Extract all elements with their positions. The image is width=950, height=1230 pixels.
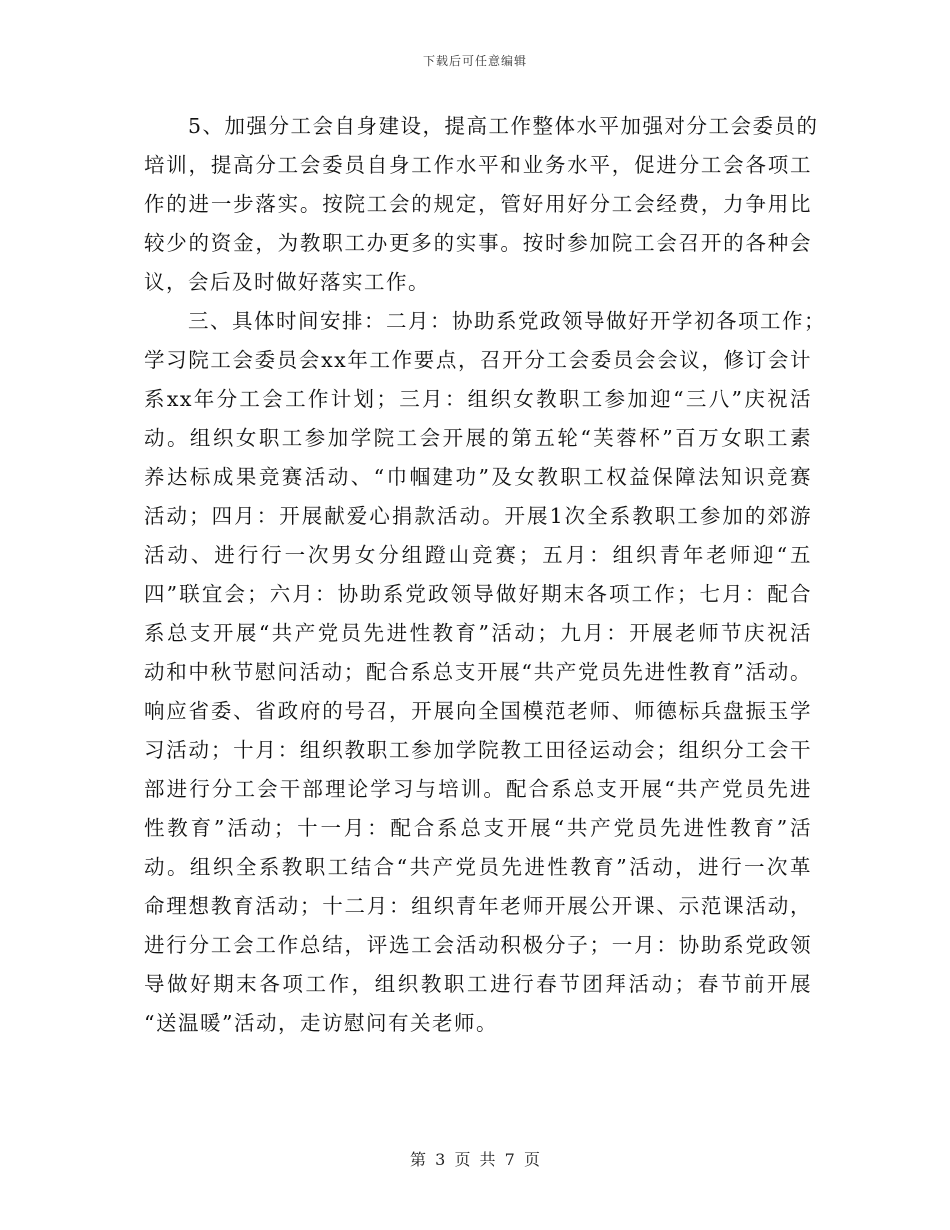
document-body [144, 107, 826, 1043]
text-line: 动和中秋节慰问活动；配合系总支开展“共产党员先进性教育”活动。 [144, 660, 812, 684]
text-line: 部进行分工会干部理论学习与培训。配合系总支开展“共产党员先进 [144, 777, 812, 801]
text-line: 四”联宜会；六月：协助系党政领导做好期末各项工作；七月：配合 [144, 582, 812, 606]
text-line: 培训，提高分工会委员自身工作水平和业务水平，促进分工会各项工 [144, 153, 812, 177]
paragraph-union-building [144, 107, 819, 302]
text-line: 养达标成果竞赛活动、“巾帼建功”及女教职工权益保障法知识竞赛 [144, 465, 812, 489]
text-line: 导做好期末各项工作，组织教职工进行春节团拜活动；春节前开展 [144, 972, 812, 996]
text-line: 5、加强分工会自身建设，提高工作整体水平加强对分工会委员的 [188, 114, 819, 138]
text-line: 动。组织女职工参加学院工会开展的第五轮“芙蓉杯”百万女职工素 [144, 426, 812, 450]
footer-page-word: 页 [454, 1150, 471, 1169]
text-line: 系总支开展“共产党员先进性教育”活动；九月：开展老师节庆祝活 [144, 621, 812, 645]
page-header: 下载后可任意编辑 [422, 54, 527, 68]
footer-total-word: 共 [479, 1150, 496, 1169]
text-line: 议，会后及时做好落实工作。 [144, 270, 430, 294]
current-page-number: 3 [435, 1150, 446, 1169]
footer-suffix: 页 [523, 1150, 540, 1169]
text-line: 三、具体时间安排：二月：协助系党政领导做好开学初各项工作； [188, 309, 826, 333]
text-line: 进行分工会工作总结，评选工会活动积极分子；一月：协助系党政领 [144, 933, 812, 957]
text-line: “送温暖”活动，走访慰问有关老师。 [144, 1011, 498, 1035]
text-line: 活动；四月：开展献爱心捐款活动。开展1次全系教职工参加的郊游 [144, 504, 812, 528]
text-line: 动。组织全系教职工结合“共产党员先进性教育”活动，进行一次革 [144, 855, 812, 879]
text-line: 活动、进行行一次男女分组蹬山竞赛；五月：组织青年老师迎“五 [144, 543, 812, 567]
text-line: 性教育”活动；十一月：配合系总支开展“共产党员先进性教育”活 [144, 816, 812, 840]
text-line: 系xx年分工会工作计划；三月：组织女教职工参加迎“三八”庆祝活 [144, 387, 812, 411]
text-line: 命理想教育活动；十二月：组织青年老师开展公开课、示范课活动， [144, 894, 812, 918]
text-line: 学习院工会委员会xx年工作要点，召开分工会委员会会议，修订会计 [144, 348, 812, 372]
text-line: 作的进一步落实。按院工会的规定，管好用好分工会经费，力争用比 [144, 192, 812, 216]
text-line: 习活动；十月：组织教职工参加学院教工田径运动会；组织分工会干 [144, 738, 812, 762]
paragraph-schedule [144, 302, 826, 1043]
total-page-count: 7 [504, 1150, 515, 1169]
text-line: 较少的资金，为教职工办更多的实事。按时参加院工会召开的各种会 [144, 231, 812, 255]
footer-prefix: 第 [410, 1150, 427, 1169]
page-number-footer [0, 1147, 950, 1170]
text-line: 响应省委、省政府的号召，开展向全国模范老师、师德标兵盘振玉学 [144, 699, 812, 723]
